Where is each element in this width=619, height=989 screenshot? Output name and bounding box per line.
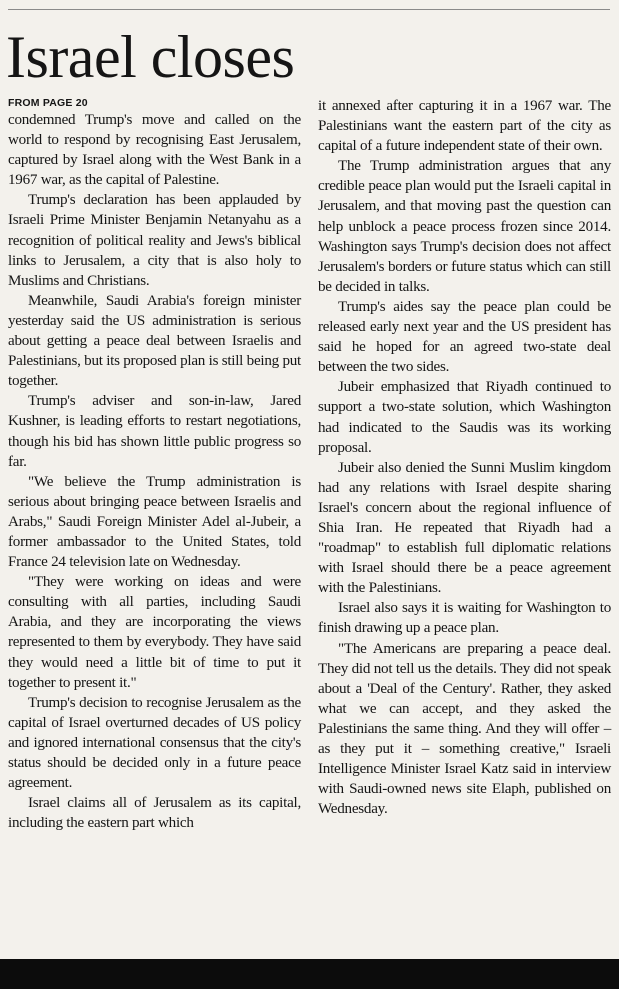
bottom-edge-bar [0, 959, 619, 989]
kicker: FROM PAGE 20 [8, 97, 88, 109]
paragraph: Meanwhile, Saudi Arabia's foreign minister yesterday said the US administration is serious about getting a peace deal between Israelis and Palestinians, but its proposed plan is still being put together. [8, 292, 301, 390]
paragraph: Trump's adviser and son-in-law, Jared Kushner, is leading efforts to restart negotiations, though his bid has shown little public progress so far. [8, 393, 301, 470]
headline: Israel closes [6, 24, 295, 90]
paragraph: Jubeir also denied the Sunni Muslim kingdom had any relations with Israel despite sharing Israel's concern about the regional influence of Shia Iran. He repeated that Riyadh had a "roadmap" to establish full diplomatic relations with Israel should there be a peace agreement with the Palestinians. [318, 459, 611, 597]
paragraph: The Trump administration argues that any credible peace plan would put the Israeli capital in Jerusalem, and that moving past the question can help unblock a peace process frozen since 2014. Washington says Trump's decision does not affect Jerusalem's borders or future status which can still be decided in talks. [318, 158, 611, 295]
paragraph: Israel also says it is waiting for Washington to finish drawing up a peace plan. [318, 600, 611, 637]
paragraph: "They were working on ideas and were consulting with all parties, including Saudi Arabia, and they are incorporating the views represented to them by everybody. They have said they would need a little bit of time to put it together to present it." [8, 574, 301, 691]
paragraph: "We believe the Trump administration is serious about bringing peace between Israelis and Arabs," Saudi Foreign Minister Adel al-Jubeir, a former ambassador to the United States, told France 24 television late on Wednesday. [8, 473, 301, 571]
paragraph: condemned Trump's move and called on the world to respond by recognising East Jerusalem, captured by Israel along with the West Bank in a 1967 war, as the capital of Palestine. [8, 112, 301, 189]
article-column-right [318, 96, 611, 819]
paragraph: Trump's aides say the peace plan could be released early next year and the US president has said he hoped for an agreed two-state deal between the two sides. [318, 298, 611, 376]
paragraph: Jubeir emphasized that Riyadh continued to support a two-state solution, which Washington had indicated to the Saudis was its working proposal. [318, 379, 611, 456]
paragraph: it annexed after capturing it in a 1967 war. The Palestinians want the eastern part of the city as capital of a future independent state of their own. [318, 98, 611, 155]
article-column-left [8, 96, 301, 833]
top-rule [8, 9, 610, 10]
paragraph: "The Americans are preparing a peace deal. They did not tell us the details. They did not speak about a 'Deal of the Century'. Rather, they asked what we can accept, and they asked the Palestinians the same thing. And they will offer – as they put it – something creative," Israeli Intelligence Minister Israel Katz said in interview with Saudi-owned news site Elaph, published on Wednesday. [318, 640, 611, 818]
paragraph: Israel claims all of Jerusalem as its capital, including the eastern part which [8, 795, 301, 832]
paragraph: Trump's declaration has been applauded by Israeli Prime Minister Benjamin Netanyahu as a recognition of political reality and Jews's biblical links to Jerusalem, a city that is also holy to Muslims and Christians. [8, 192, 301, 289]
paragraph: Trump's decision to recognise Jerusalem as the capital of Israel overturned decades of US policy and ignored international consensus that the city's status should be decided only in a future peace agreement. [8, 694, 301, 792]
